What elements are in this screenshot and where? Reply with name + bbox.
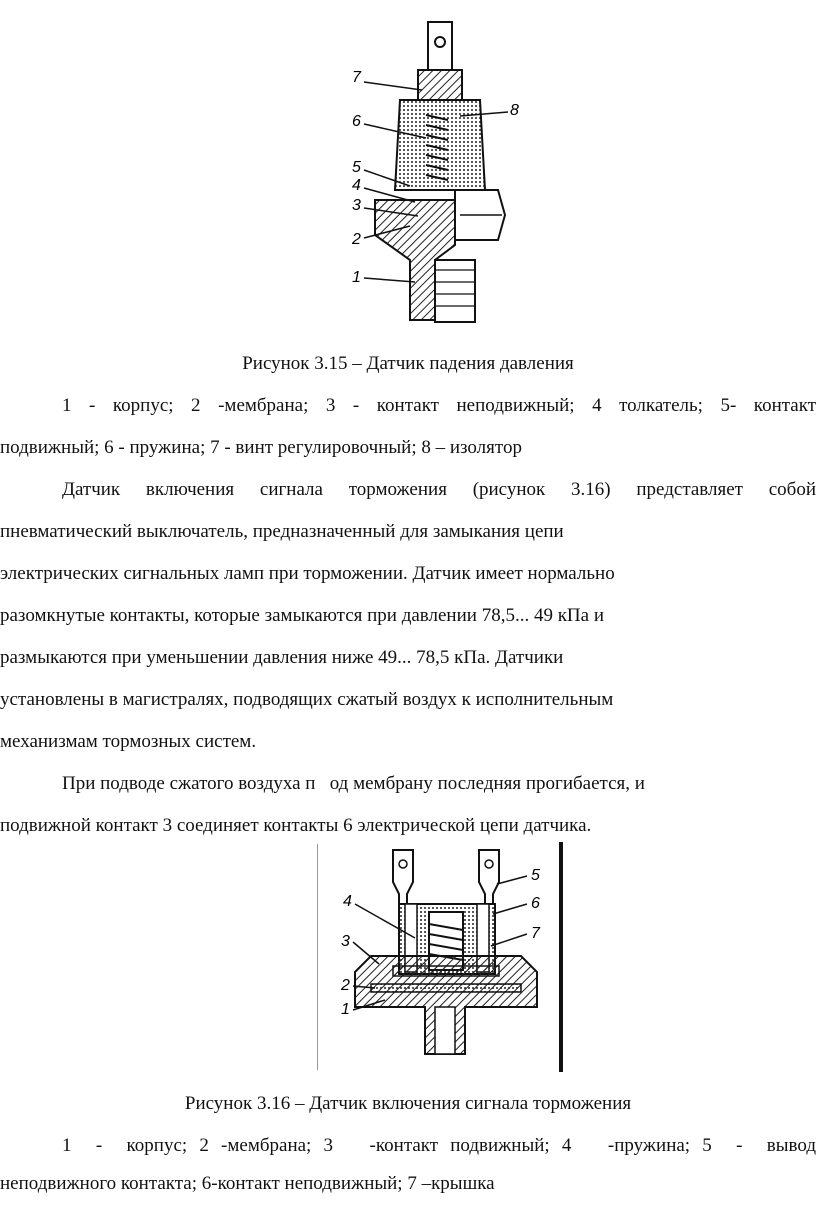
paragraph1-line-5: размыкаются при уменьшении давления ниже 49... 78,5 кПа. Датчики — [0, 647, 564, 668]
fig2-label-6: 6 — [531, 895, 540, 912]
figure-3-15-drawing — [330, 20, 530, 330]
paragraph1-line-4: разомкнутые контакты, которые замыкаются при давлении 78,5... 49 кПа и — [0, 605, 604, 626]
fig1-label-5: 5 — [352, 159, 361, 176]
fig2-label-3: 3 — [341, 933, 350, 950]
insulator-body — [395, 100, 485, 190]
fig2-label-4: 4 — [343, 893, 352, 910]
contact-plate — [393, 966, 499, 976]
figure-3-15-legend-line-1: 1 - корпус; 2 -мембрана; 3 - контакт неподвижный; 4 толкатель; 5- контакт — [62, 395, 816, 416]
figure-3-16-legend-line-2: неподвижного контакта; 6-контакт неподвижный; 7 –крышка — [0, 1173, 495, 1194]
paragraph1-line-1: Датчик включения сигнала торможения (рисунок 3.16) представляет собой — [62, 479, 816, 500]
fig1-label-1: 1 — [352, 269, 361, 286]
fig1-label-2: 2 — [352, 231, 361, 248]
fig1-label-8: 8 — [510, 102, 519, 119]
membrane — [371, 984, 521, 992]
terminal-right — [479, 850, 499, 904]
screw-head — [418, 70, 462, 100]
fig1-label-7: 7 — [352, 69, 361, 86]
fig2-label-5: 5 — [531, 867, 540, 884]
threaded-nipple — [435, 260, 475, 322]
figure-border-left — [317, 844, 318, 1070]
paragraph1-line-3: электрических сигнальных ламп при торможении. Датчик имеет нормально — [0, 563, 615, 584]
fig2-label-7: 7 — [531, 925, 540, 942]
figure-border-right — [559, 842, 563, 1072]
figure-3-15-caption: Рисунок 3.15 – Датчик падения давления — [242, 353, 574, 374]
fig1-label-3: 3 — [352, 197, 361, 214]
paragraph2-line-2: подвижной контакт 3 соединяет контакты 6 электрической цепи датчика. — [0, 815, 592, 836]
paragraph2-line-1: При подводе сжатого воздуха п од мембрану последняя прогибается, и — [62, 773, 645, 794]
fig1-label-6: 6 — [352, 113, 361, 130]
fig2-label-1: 1 — [341, 1001, 350, 1018]
paragraph1-line-6: установлены в магистралях, подводящих сжатый воздух к исполнительным — [0, 689, 614, 710]
figure-3-16-caption: Рисунок 3.16 – Датчик включения сигнала торможения — [184, 1093, 632, 1114]
terminal-hole — [435, 37, 445, 47]
figure-3-16-drawing — [315, 842, 570, 1077]
terminal-left — [393, 850, 413, 904]
fig1-label-4: 4 — [352, 177, 361, 194]
fig2-label-2: 2 — [341, 977, 350, 994]
figure-3-16-legend-line-1: 1 - корпус; 2 -мембрана; 3 -контакт подвижный; 4 -пружина; 5 - вывод — [62, 1135, 816, 1156]
figure-3-15-legend-line-2: подвижный; 6 - пружина; 7 - винт регулировочный; 8 – изолятор — [0, 437, 522, 458]
paragraph1-line-7: механизмам тормозных систем. — [0, 731, 257, 752]
paragraph1-line-2: пневматический выключатель, предназначенный для замыкания цепи — [0, 521, 564, 542]
